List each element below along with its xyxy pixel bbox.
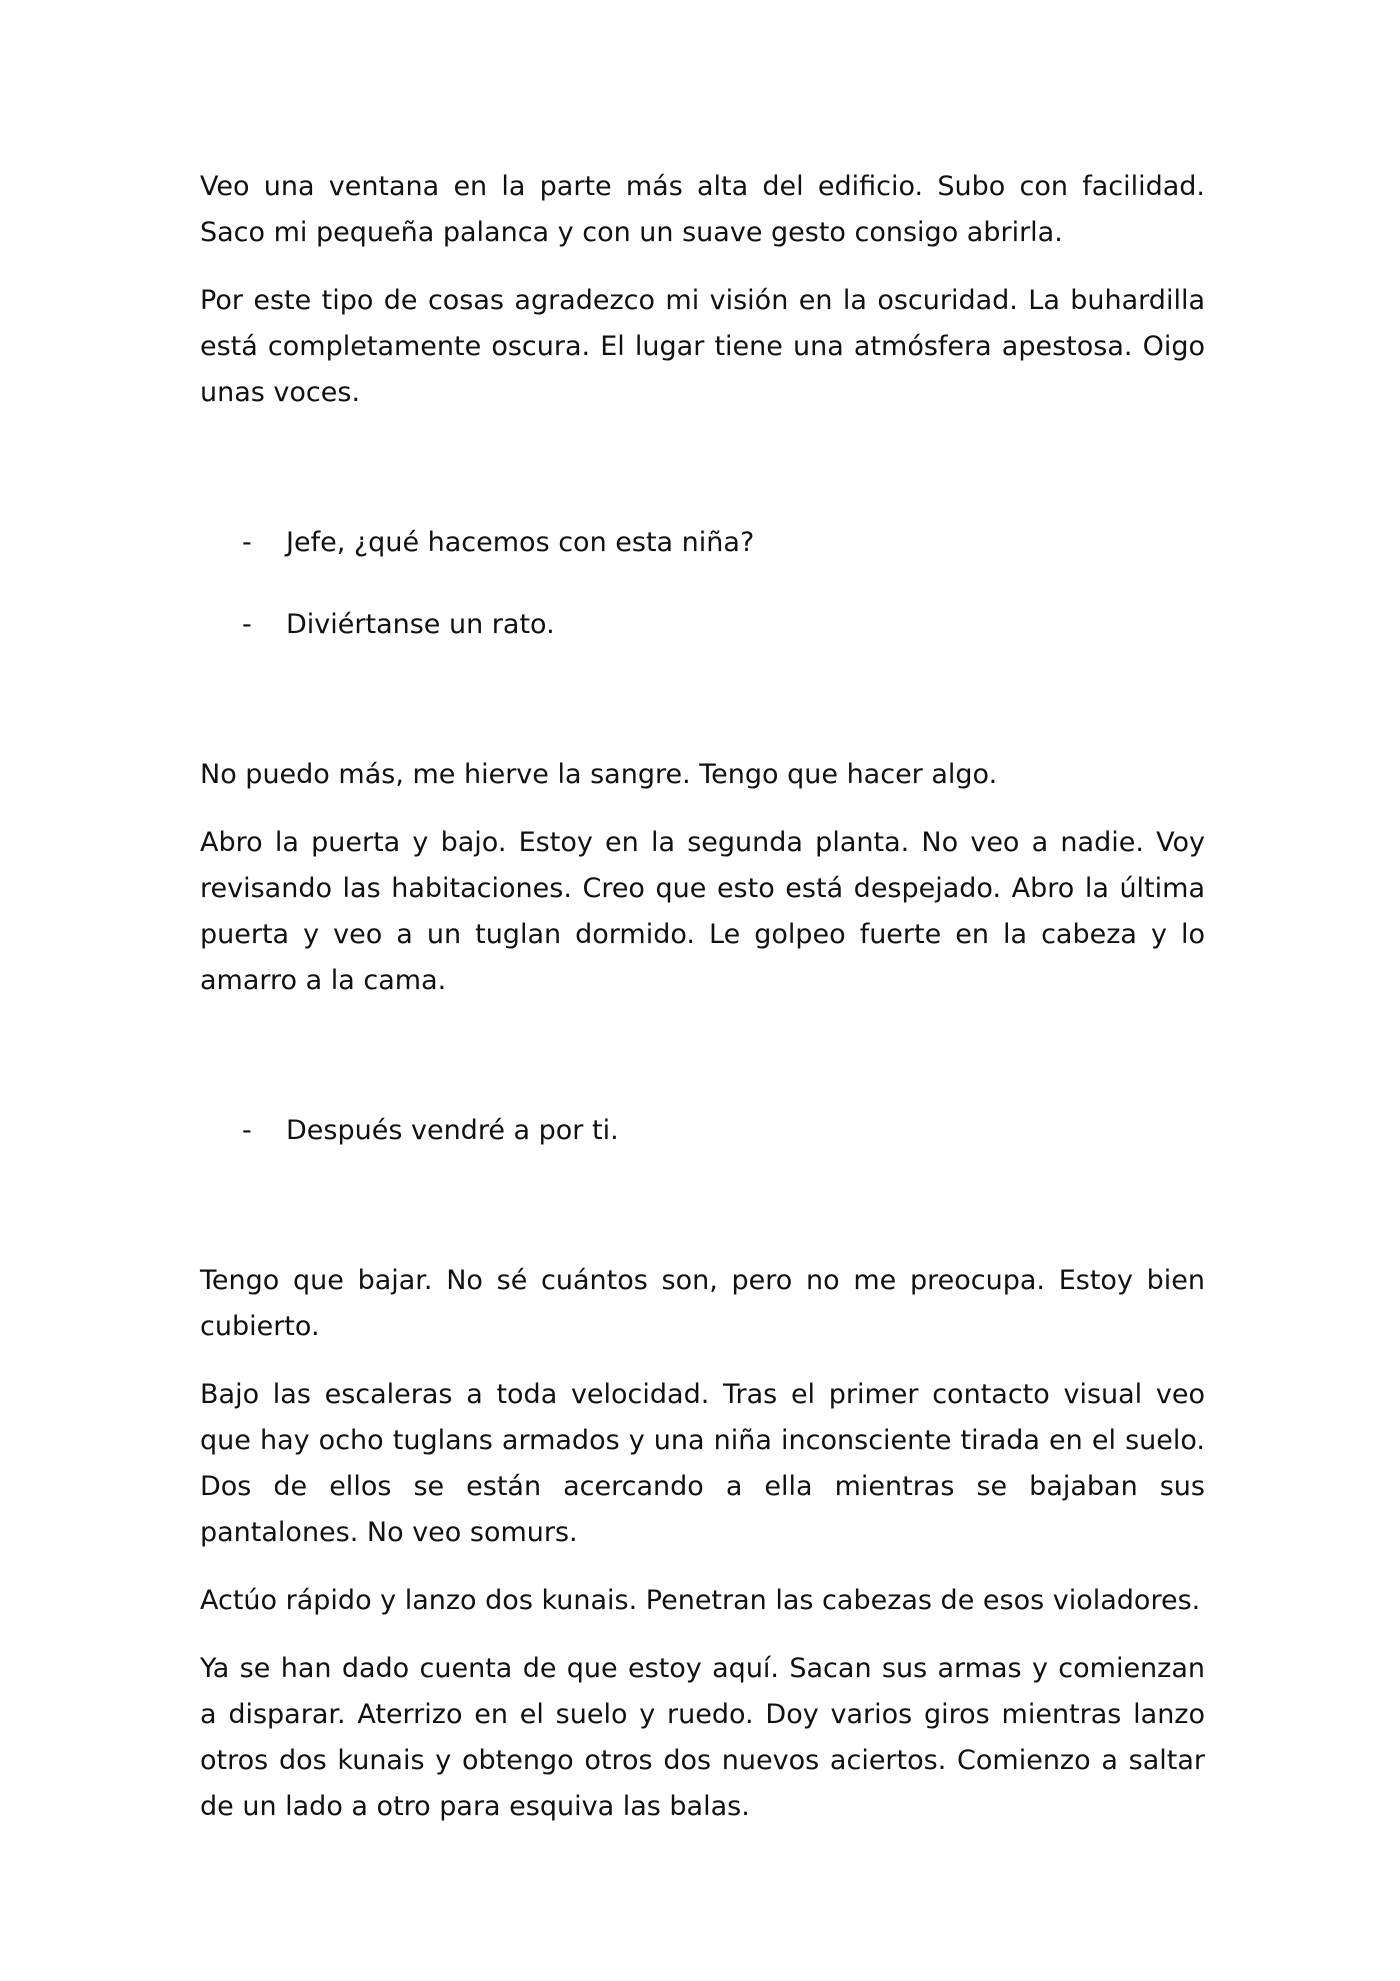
spacer [200,1004,1205,1108]
spacer [200,1154,1205,1258]
paragraph: Abro la puerta y bajo. Estoy en la segunda planta. No veo a nadie. Voy revisando las habitaciones. Creo que esto está despejado. Abro la última puerta y veo a un tuglan dormido. Le golpeo fuerte en la cabeza y lo amarro a la cama. [200,827,1205,996]
paragraph: Por este tipo de cosas agradezco mi visión en la oscuridad. La buhardilla está completamente oscura. El lugar tiene una atmósfera apestosa. Oigo unas voces. [200,285,1205,408]
dialogue-text: Jefe, ¿qué hacemos con esta niña? [286,527,755,558]
paragraph: Ya se han dado cuenta de que estoy aquí. Sacan sus armas y comienzan a disparar. Aterrizo en el suelo y ruedo. Doy varios giros mientras lanzo otros dos kunais y obtengo otros dos nuevos aciertos. Comienzo a saltar de un lado a otro para esquiva las balas. [200,1653,1205,1822]
paragraph: Veo una ventana en la parte más alta del edificio. Subo con facilidad. Saco mi pequeña palanca y con un suave gesto consigo abrirla. [200,171,1205,248]
spacer [200,798,1205,820]
spacer [200,1624,1205,1646]
spacer [200,566,1205,602]
document-body [200,164,1205,1830]
paragraph: Tengo que bajar. No sé cuántos son, pero no me preocupa. Estoy bien cubierto. [200,1265,1205,1342]
dialogue-text: Diviértanse un rato. [286,609,555,640]
dialogue-dash: - [242,527,252,558]
spacer [200,648,1205,752]
dialogue-line [200,602,1205,648]
paragraph: No puedo más, me hierve la sangre. Tengo que hacer algo. [200,759,998,790]
spacer [200,1350,1205,1372]
spacer [200,416,1205,520]
paragraph: Actúo rápido y lanzo dos kunais. Penetran las cabezas de esos violadores. [200,1585,1201,1616]
dialogue-dash: - [242,1115,252,1146]
spacer [200,256,1205,278]
dialogue-dash: - [242,609,252,640]
dialogue-line [200,520,1205,566]
paragraph: Bajo las escaleras a toda velocidad. Tras el primer contacto visual veo que hay ocho tuglans armados y una niña inconsciente tirada en el suelo. Dos de ellos se están acercando a ella mientras se bajaban sus pantalones. No veo somurs. [200,1379,1205,1548]
dialogue-line [200,1108,1205,1154]
spacer [200,1556,1205,1578]
dialogue-text: Después vendré a por ti. [286,1115,619,1146]
